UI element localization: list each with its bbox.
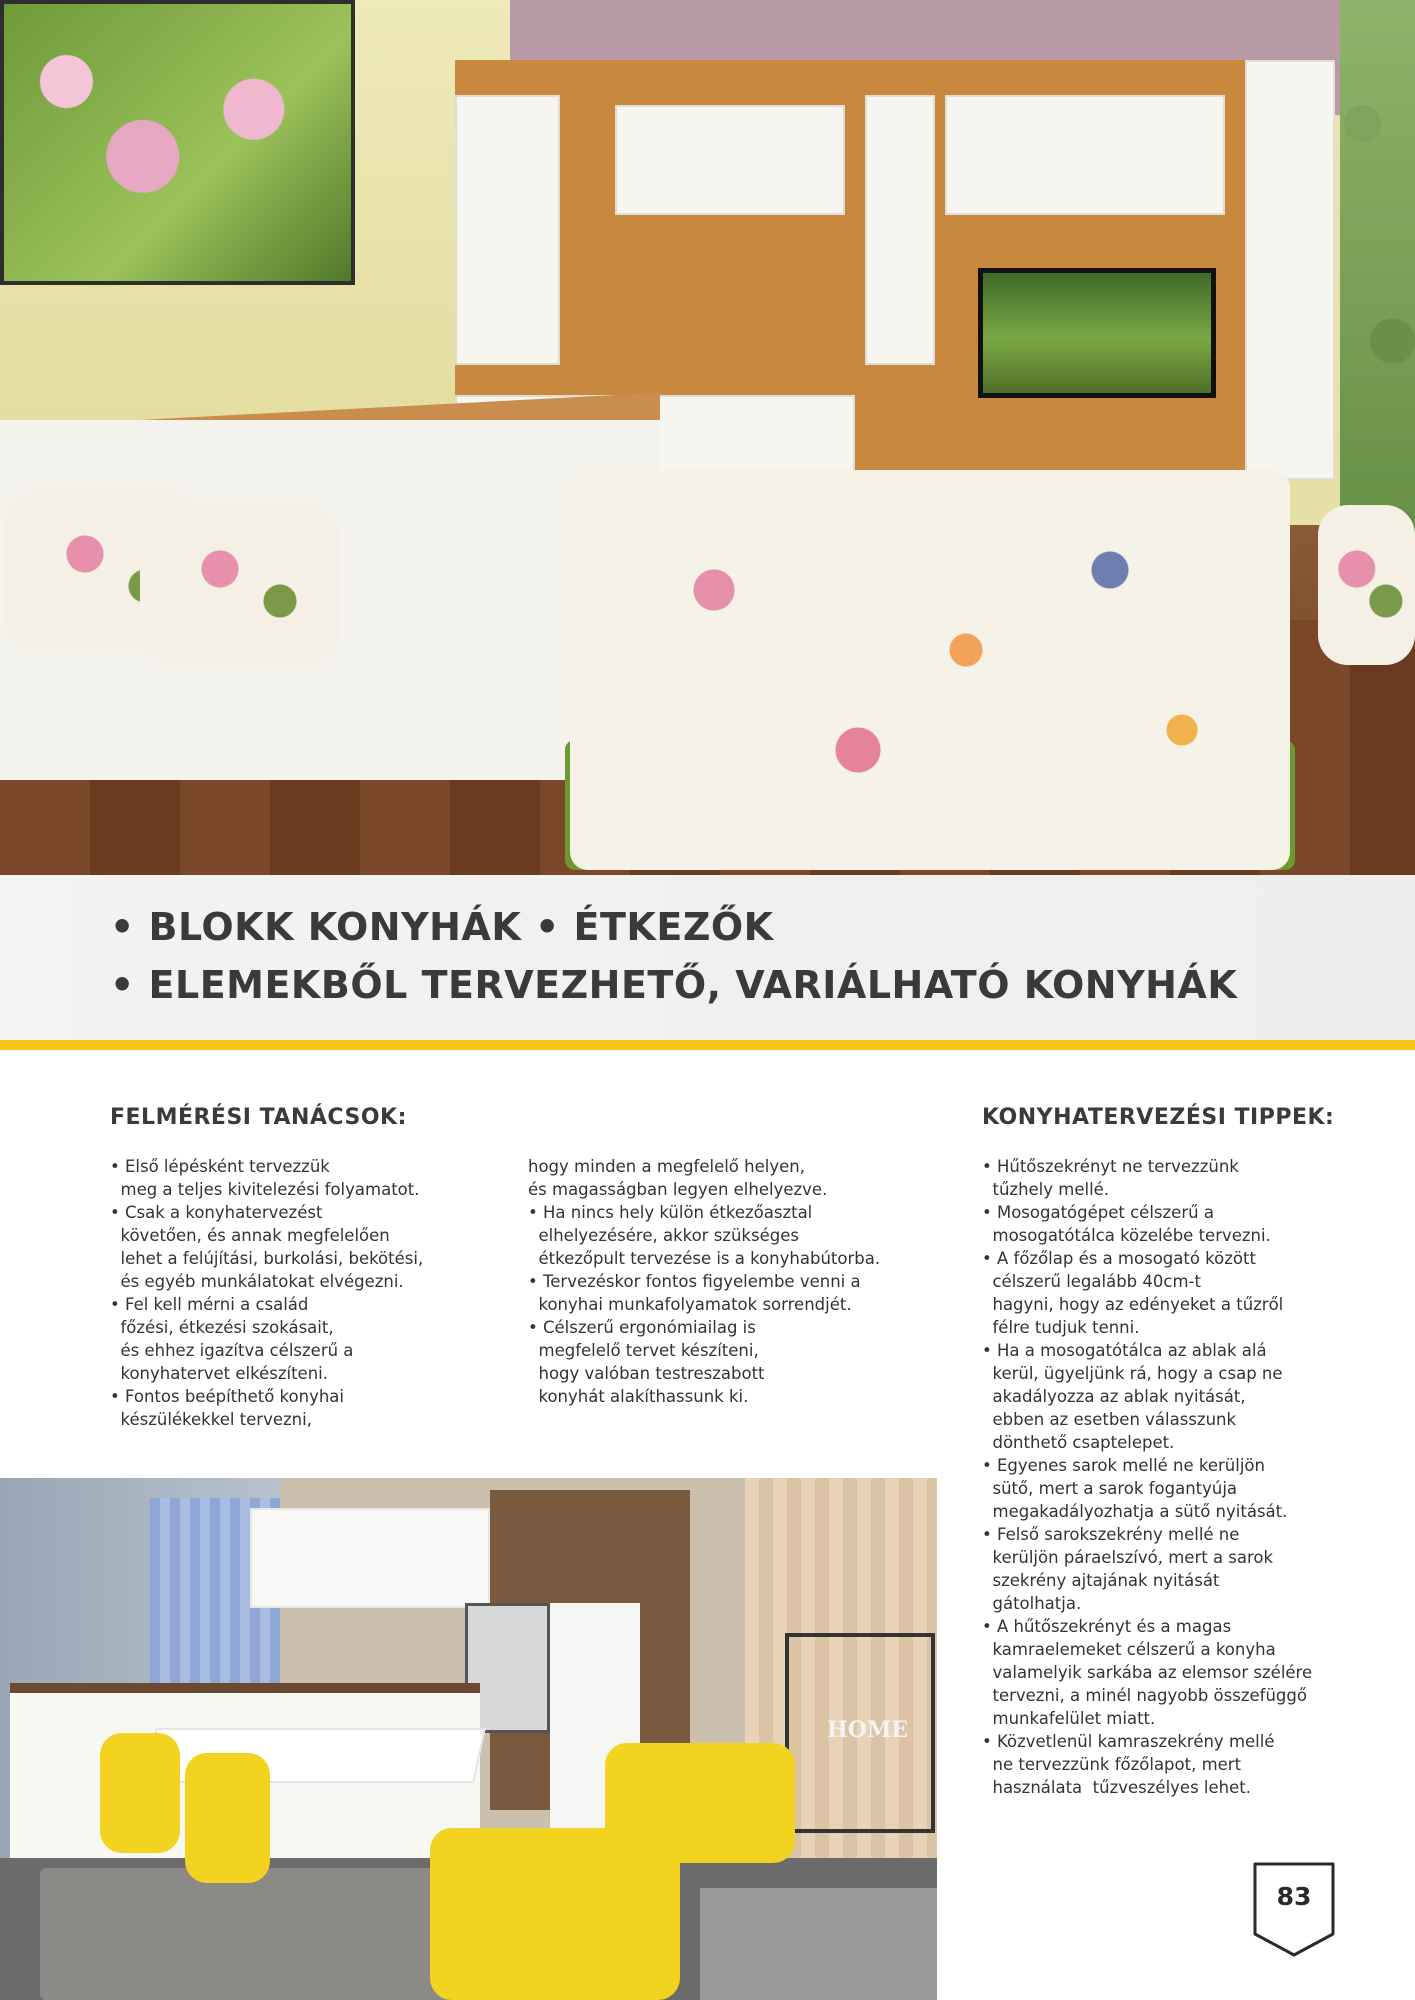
tips-heading: KONYHATERVEZÉSI TIPPEK: [982,1105,1335,1130]
hero-cabinet [455,95,560,365]
text-line: • Ha nincs hely külön étkezőasztal [528,1203,813,1222]
text-line: • Felső sarokszekrény mellé ne [982,1525,1240,1544]
hero-cabinet [615,105,845,215]
text-line: • Mosogatógépet célszerű a [982,1203,1214,1222]
text-line: gátolhatja. [982,1594,1082,1613]
tips-column [982,1155,1392,1799]
page-number-badge [1253,1862,1335,1957]
text-line: • Első lépésként tervezzük [110,1157,330,1176]
text-line: megfelelő tervet készíteni, [528,1341,759,1360]
title-line-2: • ELEMEKBŐL TERVEZHETŐ, VARIÁLHATÓ KONYHÁK [110,963,1238,1007]
text-line: főzési, étkezési szokásait, [110,1318,334,1337]
text-line: • Célszerű ergonómiailag is [528,1318,756,1337]
hero-kitchen-photo [0,0,1415,875]
hero-cabinet [865,95,935,365]
text-line: lehet a felújítási, burkolási, bekötési, [110,1249,424,1268]
dining-kitchen-photo [0,1478,937,2000]
text-line: dönthető csaptelepet. [982,1433,1175,1452]
text-line: elhelyezésére, akkor szükséges [528,1226,799,1245]
text-line: kerül, ügyeljünk rá, hogy a csap ne [982,1364,1283,1383]
text-line: • Ha a mosogatótálca az ablak alá [982,1341,1267,1360]
text-line: célszerű legalább 40cm-t [982,1272,1201,1291]
text-line: kerüljön páraelszívó, mert a sarok [982,1548,1274,1567]
page-number: 83 [1276,1882,1312,1911]
photo2-grey-sofa [700,1888,937,2000]
photo2-home-sign: HOME [827,1717,909,1743]
hero-chair [140,505,340,665]
title-band [0,875,1415,1050]
text-line: hogy minden a megfelelő helyen, [528,1157,805,1176]
text-line: • Fel kell mérni a család [110,1295,309,1314]
hero-cabinet [1245,60,1335,480]
photo2-yellow-chair [100,1733,180,1853]
photo2-upper-cabinet [250,1508,490,1608]
text-line: étkezőpult tervezése is a konyhabútorba. [528,1249,881,1268]
text-line: hogy valóban testreszabott [528,1364,765,1383]
text-line: konyhatervet elkészíteni. [110,1364,328,1383]
hero-tv [978,268,1216,398]
text-line: munkafelület miatt. [982,1709,1156,1728]
text-line: használata tűzveszélyes lehet. [982,1778,1251,1797]
hero-chair [1318,505,1415,665]
photo2-yellow-armchair [430,1828,680,2000]
text-line: akadályozza az ablak nyitását, [982,1387,1246,1406]
text-line: félre tudjuk tenni. [982,1318,1140,1337]
text-line: • Egyenes sarok mellé ne kerüljön [982,1456,1265,1475]
text-line: és magasságban legyen elhelyezve. [528,1180,828,1199]
text-line: tervezni, a minél nagyobb összefüggő [982,1686,1307,1705]
text-line: szekrény ajtajának nyitását [982,1571,1220,1590]
survey-column-2 [528,1155,928,1408]
survey-column-1 [110,1155,530,1431]
text-line: • Közvetlenül kamraszekrény mellé [982,1732,1275,1751]
hero-flower-picture [0,0,355,285]
text-line: ebben az esetben válasszunk [982,1410,1237,1429]
accent-divider [0,1040,1415,1050]
hero-floral-sofa [570,470,1290,870]
text-line: kamraelemeket célszerű a konyha [982,1640,1276,1659]
text-line: ne tervezzünk főzőlapot, mert [982,1755,1242,1774]
text-line: • Hűtőszekrényt ne tervezzünk [982,1157,1239,1176]
text-line: megakadályozhatja a sütő nyitását. [982,1502,1288,1521]
photo2-shelf [785,1633,935,1833]
text-line: konyhát alakíthassunk ki. [528,1387,749,1406]
text-line: hagyni, hogy az edényeket a tűzről [982,1295,1284,1314]
text-line: és egyéb munkálatokat elvégezni. [110,1272,404,1291]
text-line: sütő, mert a sarok fogantyúja [982,1479,1238,1498]
survey-heading: FELMÉRÉSI TANÁCSOK: [110,1105,407,1130]
text-line: valamelyik sarkába az elemsor szélére [982,1663,1313,1682]
text-line: készülékekkel tervezni, [110,1410,312,1429]
photo2-yellow-chair [185,1753,270,1883]
text-line: konyhai munkafolyamatok sorrendjét. [528,1295,852,1314]
text-line: és ehhez igazítva célszerű a [110,1341,354,1360]
hero-cabinet [945,95,1225,215]
text-line: mosogatótálca közelébe tervezni. [982,1226,1271,1245]
text-line: • A főzőlap és a mosogató között [982,1249,1256,1268]
text-line: tűzhely mellé. [982,1180,1110,1199]
text-line: meg a teljes kivitelezési folyamatot. [110,1180,420,1199]
text-line: • Fontos beépíthető konyhai [110,1387,344,1406]
text-line: • Csak a konyhatervezést [110,1203,323,1222]
text-line: • A hűtőszekrényt és a magas [982,1617,1232,1636]
title-line-1: • BLOKK KONYHÁK • ÉTKEZŐK [110,905,774,949]
text-line: követően, és annak megfelelően [110,1226,390,1245]
text-line: • Tervezéskor fontos figyelembe venni a [528,1272,861,1291]
